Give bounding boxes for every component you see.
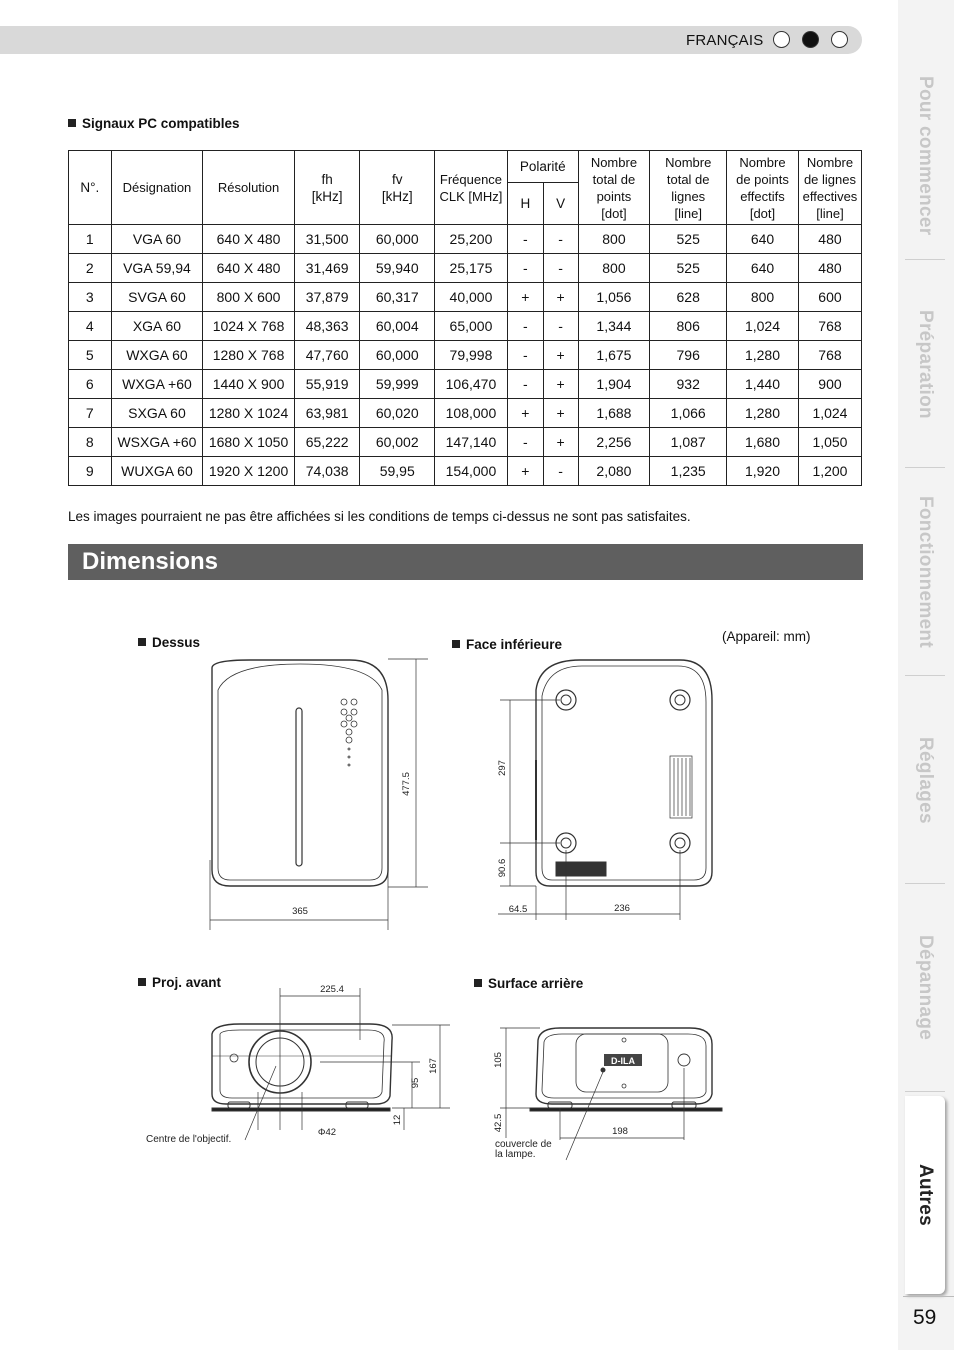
tab-label: Pour commencer [915, 76, 936, 236]
table-cell: - [507, 254, 543, 283]
table-cell: 640 [727, 225, 799, 254]
view-label-top-text: Dessus [152, 635, 201, 650]
foot-icon [670, 690, 690, 710]
dim-front-95: 95 [410, 1077, 421, 1089]
dimensions-title: Dimensions [82, 548, 219, 575]
table-cell: WXGA 60 [111, 341, 203, 370]
dim-front-225-4: 225.4 [320, 984, 344, 995]
table-cell: - [507, 428, 543, 457]
view-label-rear-text: Surface arrière [488, 976, 584, 991]
table-cell: 932 [650, 370, 727, 399]
table-cell: - [507, 312, 543, 341]
table-cell: 1,675 [578, 341, 650, 370]
table-cell: 800 [578, 225, 650, 254]
table-cell: WSXGA +60 [111, 428, 203, 457]
table-cell: XGA 60 [111, 312, 203, 341]
table-cell: 600 [798, 283, 861, 312]
language-label: FRANÇAIS [686, 32, 764, 49]
table-cell: - [543, 457, 578, 486]
table-cell: 1,280 [727, 399, 799, 428]
table-cell: - [543, 225, 578, 254]
dim-rear-42-5: 42.5 [493, 1113, 504, 1133]
table-cell: 900 [798, 370, 861, 399]
table-cell: 9 [69, 457, 112, 486]
table-cell: 1,056 [578, 283, 650, 312]
table-cell: 3 [69, 283, 112, 312]
table-cell: + [543, 341, 578, 370]
table-cell: 1,024 [798, 399, 861, 428]
unit-note: (Appareil: mm) [722, 629, 811, 644]
dim-front-lens: Φ42 [317, 1127, 337, 1138]
table-cell: 48,363 [294, 312, 360, 341]
projector-top-view [210, 659, 428, 930]
table-cell: + [507, 399, 543, 428]
table-cell: 5 [69, 341, 112, 370]
dim-bottom-64-5: 64.5 [508, 904, 528, 915]
table-cell: 1440 X 900 [203, 370, 295, 399]
table-cell: 59,95 [360, 457, 435, 486]
header-total-dots-text: Nombre total de points [dot] [590, 154, 638, 221]
table-cell: 147,140 [434, 428, 507, 457]
callout-lens-center: Centre de l'objectif. [146, 1134, 232, 1145]
table-cell: 1,688 [578, 399, 650, 428]
table-cell: + [543, 370, 578, 399]
table-cell: 1,024 [727, 312, 799, 341]
control-buttons-icon [341, 699, 357, 766]
table-cell: + [543, 283, 578, 312]
table-cell: 7 [69, 399, 112, 428]
table-cell: 640 [727, 254, 799, 283]
table-cell: 1,066 [650, 399, 727, 428]
dim-bottom-297: 297 [497, 760, 508, 776]
table-cell: 1280 X 768 [203, 341, 295, 370]
table-cell: VGA 60 [111, 225, 203, 254]
table-cell: 640 X 480 [203, 254, 295, 283]
projector-front-view [212, 988, 450, 1140]
header-h: H [507, 183, 543, 225]
table-cell: 8 [69, 428, 112, 457]
table-cell: 31,469 [294, 254, 360, 283]
table-cell: 25,175 [434, 254, 507, 283]
header-designation: Désignation [111, 151, 203, 225]
table-cell: 59,940 [360, 254, 435, 283]
table-cell: 60,004 [360, 312, 435, 341]
d-ila-logo [604, 1054, 642, 1066]
table-cell: 60,002 [360, 428, 435, 457]
table-cell: 796 [650, 341, 727, 370]
table-cell: 1024 X 768 [203, 312, 295, 341]
table-cell: + [507, 457, 543, 486]
tab-label: Réglages [915, 736, 936, 824]
header-polarity: Polarité [507, 151, 578, 183]
header-no: N°. [69, 151, 112, 225]
table-cell: - [507, 225, 543, 254]
table-cell: 60,020 [360, 399, 435, 428]
table-cell: 31,500 [294, 225, 360, 254]
table-cell: 1,920 [727, 457, 799, 486]
table-cell: 1280 X 1024 [203, 399, 295, 428]
table-cell: SXGA 60 [111, 399, 203, 428]
table-cell: 1,280 [727, 341, 799, 370]
table-cell: - [507, 370, 543, 399]
dim-top-width: 365 [292, 906, 308, 917]
table-cell: 640 X 480 [203, 225, 295, 254]
table-cell: + [543, 428, 578, 457]
callout-lamp-cover-2: la lampe. [495, 1149, 536, 1160]
table-cell: 47,760 [294, 341, 360, 370]
table-cell: 480 [798, 254, 861, 283]
table-cell: 37,879 [294, 283, 360, 312]
table-note: Les images pourraient ne pas être affichées si les conditions de temps ci-dessus ne sont pas satisfaites. [68, 509, 691, 524]
table-cell: 60,000 [360, 225, 435, 254]
table-cell: - [507, 341, 543, 370]
table-cell: 6 [69, 370, 112, 399]
table-cell: 154,000 [434, 457, 507, 486]
view-label-front-text: Proj. avant [152, 975, 222, 990]
table-cell: 4 [69, 312, 112, 341]
table-cell: 79,998 [434, 341, 507, 370]
table-cell: 40,000 [434, 283, 507, 312]
table-cell: 800 [578, 254, 650, 283]
tab-label: Dépannage [915, 935, 936, 1041]
table-cell: + [507, 283, 543, 312]
projector-bottom-view [498, 660, 712, 920]
table-cell: - [543, 312, 578, 341]
page-number: 59 [913, 1306, 937, 1329]
d-ila-logo-text: D-ILA [611, 1056, 635, 1066]
header-eff-dots-text: Nombre de points effectifs [dot] [736, 154, 789, 221]
table-cell: 1,200 [798, 457, 861, 486]
table-cell: 1,344 [578, 312, 650, 341]
table-cell: 74,038 [294, 457, 360, 486]
table-cell: 1,087 [650, 428, 727, 457]
header-total-lines-text: Nombre total de lignes [line] [665, 154, 712, 221]
table-cell: 60,000 [360, 341, 435, 370]
table-cell: - [543, 254, 578, 283]
table-cell: 25,200 [434, 225, 507, 254]
table-cell: 628 [650, 283, 727, 312]
table-cell: 1,440 [727, 370, 799, 399]
dim-rear-198: 198 [612, 1126, 628, 1137]
vent-grille-icon [670, 756, 692, 818]
table-cell: 525 [650, 254, 727, 283]
view-label-bottom-text: Face inférieure [466, 637, 563, 652]
table-cell: 768 [798, 341, 861, 370]
table-cell: 1,235 [650, 457, 727, 486]
table-cell: 1920 X 1200 [203, 457, 295, 486]
table-cell: + [543, 399, 578, 428]
header-v: V [543, 183, 578, 225]
header-fh-text: fh [kHz] [311, 171, 343, 204]
dim-rear-105: 105 [493, 1052, 504, 1068]
table-cell: 65,000 [434, 312, 507, 341]
table-cell: 60,317 [360, 283, 435, 312]
dim-bottom-236: 236 [614, 903, 630, 914]
table-cell: 1680 X 1050 [203, 428, 295, 457]
table-cell: 480 [798, 225, 861, 254]
callout-lamp-cover-1: couvercle de [495, 1139, 552, 1150]
dim-top-depth: 477.5 [401, 772, 412, 796]
tab-label: Préparation [915, 309, 936, 419]
dim-front-12: 12 [392, 1114, 403, 1126]
table-cell: 1,904 [578, 370, 650, 399]
table-cell: 1 [69, 225, 112, 254]
table-cell: WXGA +60 [111, 370, 203, 399]
table-cell: 1,050 [798, 428, 861, 457]
table-cell: 1,680 [727, 428, 799, 457]
table-cell: 106,470 [434, 370, 507, 399]
table-cell: 2 [69, 254, 112, 283]
table-cell: 800 [727, 283, 799, 312]
table-cell: 63,981 [294, 399, 360, 428]
table-cell: 55,919 [294, 370, 360, 399]
table-cell: SVGA 60 [111, 283, 203, 312]
table-cell: 2,080 [578, 457, 650, 486]
table-cell: 65,222 [294, 428, 360, 457]
table-cell: 806 [650, 312, 727, 341]
header-resolution: Résolution [203, 151, 295, 225]
table-cell: 108,000 [434, 399, 507, 428]
section-title-text: Signaux PC compatibles [82, 116, 240, 131]
header-fv-text: fv [kHz] [381, 171, 413, 204]
dim-bottom-90-6: 90.6 [497, 858, 508, 878]
table-cell: 800 X 600 [203, 283, 295, 312]
table-cell: 2,256 [578, 428, 650, 457]
table-cell: 59,999 [360, 370, 435, 399]
dim-front-167: 167 [428, 1058, 439, 1074]
header-eff-lines-text: Nombre de lignes effectives [line] [802, 154, 858, 221]
table-cell: 525 [650, 225, 727, 254]
table-cell: 768 [798, 312, 861, 341]
table-cell: WUXGA 60 [111, 457, 203, 486]
header-clk-text: Fréquence CLK [MHz] [439, 171, 503, 204]
tab-label: Autres [915, 1164, 936, 1226]
table-cell: VGA 59,94 [111, 254, 203, 283]
tab-label: Fonctionnement [915, 496, 936, 648]
